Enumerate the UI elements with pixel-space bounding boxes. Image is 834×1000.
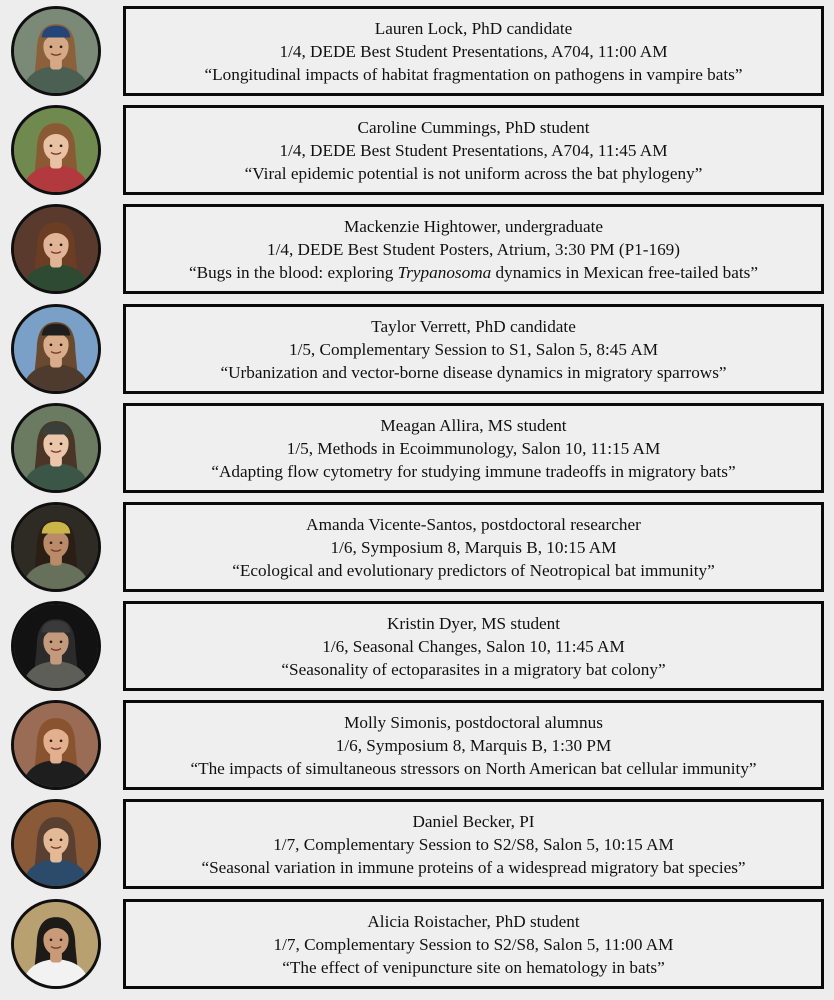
presenter-name: Taylor Verrett, PhD candidate (371, 316, 576, 336)
open-quote: “ (282, 957, 290, 977)
close-quote: ” (707, 560, 715, 580)
session-details: 1/6, Symposium 8, Marquis B, 10:15 AM (330, 537, 617, 557)
close-quote: ” (657, 659, 666, 679)
presentation-card (123, 204, 824, 294)
presenter-name: Lauren Lock, PhD candidate (374, 18, 573, 38)
portrait-photo-kristin-dyer (11, 601, 101, 691)
close-quote: ” (718, 362, 727, 382)
presentation-entry (0, 6, 834, 98)
talk-title (232, 559, 715, 582)
presenter-name: Kristin Dyer, MS student (386, 613, 561, 633)
presenter-name: Alicia Roistacher, PhD student (367, 911, 580, 931)
presenter-name: Amanda Vicente-Santos, postdoctoral researcher (306, 514, 641, 534)
portrait-illustration (14, 505, 98, 589)
presentation-entry (0, 403, 834, 495)
close-quote: ” (748, 758, 757, 778)
close-quote: ” (694, 163, 703, 183)
presenter-name: Mackenzie Hightower, undergraduate (343, 216, 604, 236)
presentation-card (123, 899, 824, 989)
open-quote: “ (190, 758, 199, 778)
presentation-card (123, 700, 824, 790)
open-quote: “ (211, 461, 219, 481)
portrait-photo-mackenzie-hightower (11, 204, 101, 294)
presenter-name: Daniel Becker, PI (412, 811, 535, 831)
open-quote: “ (281, 659, 290, 679)
presenter-name: Meagan Allira, MS student (380, 415, 567, 435)
portrait-illustration (14, 307, 98, 391)
talk-title-italic: Trypanosoma (397, 262, 492, 282)
talk-title-text-end: dynamics in Mexican free-tailed bats (491, 262, 751, 282)
close-quote: ” (657, 957, 665, 977)
portrait-illustration (14, 604, 98, 688)
talk-title (281, 658, 665, 681)
presentation-entry (0, 700, 834, 792)
presentation-entry (0, 105, 834, 197)
open-quote: “ (188, 262, 197, 282)
portrait-photo-daniel-becker (11, 799, 101, 889)
talk-title (220, 361, 726, 384)
talk-title (282, 956, 664, 979)
presentation-entry (0, 502, 834, 594)
talk-title-text: The impacts of simultaneous stressors on North American bat cellular immunity (198, 758, 749, 778)
open-quote: “ (220, 362, 229, 382)
portrait-photo-meagan-allira (11, 403, 101, 493)
talk-title-text: Ecological and evolutionary predictors of Neotropical bat immunity (239, 560, 708, 580)
talk-title (189, 261, 758, 284)
talk-title-text: Bugs in the blood: exploring (196, 262, 398, 282)
portrait-illustration (14, 406, 98, 490)
portrait-photo-alicia-roistacher (11, 899, 101, 989)
talk-title (190, 757, 756, 780)
portrait-photo-taylor-verrett (11, 304, 101, 394)
talk-title-text: The effect of venipuncture site on hematology in bats (289, 957, 658, 977)
open-quote: “ (232, 560, 240, 580)
portrait-photo-molly-simonis (11, 700, 101, 790)
portrait-illustration (14, 207, 98, 291)
close-quote: ” (750, 262, 759, 282)
portrait-photo-lauren-lock (11, 6, 101, 96)
presentation-card (123, 601, 824, 691)
session-details: 1/7, Complementary Session to S2/S8, Salon 5, 10:15 AM (273, 834, 674, 854)
open-quote: “ (244, 163, 253, 183)
presentation-entry (0, 601, 834, 693)
presentation-card (123, 105, 824, 195)
session-details: 1/6, Symposium 8, Marquis B, 1:30 PM (335, 735, 612, 755)
presenter-name: Molly Simonis, postdoctoral alumnus (344, 712, 603, 732)
session-details: 1/4, DEDE Best Student Posters, Atrium, 3:30 PM (P1-169) (267, 239, 680, 259)
session-details: 1/4, DEDE Best Student Presentations, A704, 11:00 AM (279, 41, 668, 61)
portrait-illustration (14, 802, 98, 886)
session-details: 1/5, Complementary Session to S1, Salon 5, 8:45 AM (288, 339, 659, 359)
close-quote: ” (734, 64, 743, 84)
presentation-card (123, 502, 824, 592)
close-quote: ” (728, 461, 736, 481)
session-details: 1/4, DEDE Best Student Presentations, A704, 11:45 AM (279, 140, 668, 160)
portrait-photo-caroline-cummings (11, 105, 101, 195)
open-quote: “ (204, 64, 213, 84)
close-quote: ” (737, 857, 746, 877)
presentation-entry (0, 304, 834, 396)
talk-title-text: Seasonality of ectoparasites in a migratory bat colony (289, 659, 658, 679)
portrait-illustration (14, 902, 98, 986)
talk-title-text: Adapting flow cytometry for studying immune tradeoffs in migratory bats (218, 461, 728, 481)
portrait-illustration (14, 703, 98, 787)
presentation-entry (0, 899, 834, 991)
presentation-card (123, 304, 824, 394)
session-details: 1/5, Methods in Ecoimmunology, Salon 10, 11:15 AM (286, 438, 661, 458)
portrait-photo-amanda-vicente-santos (11, 502, 101, 592)
talk-title (205, 63, 743, 86)
talk-title-text: Longitudinal impacts of habitat fragmentation on pathogens in vampire bats (212, 64, 735, 84)
presentation-card (123, 6, 824, 96)
portrait-illustration (14, 9, 98, 93)
presentation-card (123, 799, 824, 889)
talk-title (245, 162, 703, 185)
presentation-entry (0, 799, 834, 891)
presentation-entry (0, 204, 834, 296)
presenter-name: Caroline Cummings, PhD student (357, 117, 590, 137)
talk-title (201, 856, 745, 879)
presentation-card (123, 403, 824, 493)
session-details: 1/7, Complementary Session to S2/S8, Salon 5, 11:00 AM (273, 934, 674, 954)
talk-title-text: Seasonal variation in immune proteins of a widespread migratory bat species (209, 857, 738, 877)
portrait-illustration (14, 108, 98, 192)
talk-title-text: Urbanization and vector-borne disease dynamics in migratory sparrows (228, 362, 719, 382)
session-details: 1/6, Seasonal Changes, Salon 10, 11:45 AM (322, 636, 625, 656)
talk-title-text: Viral epidemic potential is not uniform across the bat phylogeny (252, 163, 695, 183)
talk-title (211, 460, 735, 483)
open-quote: “ (201, 857, 210, 877)
